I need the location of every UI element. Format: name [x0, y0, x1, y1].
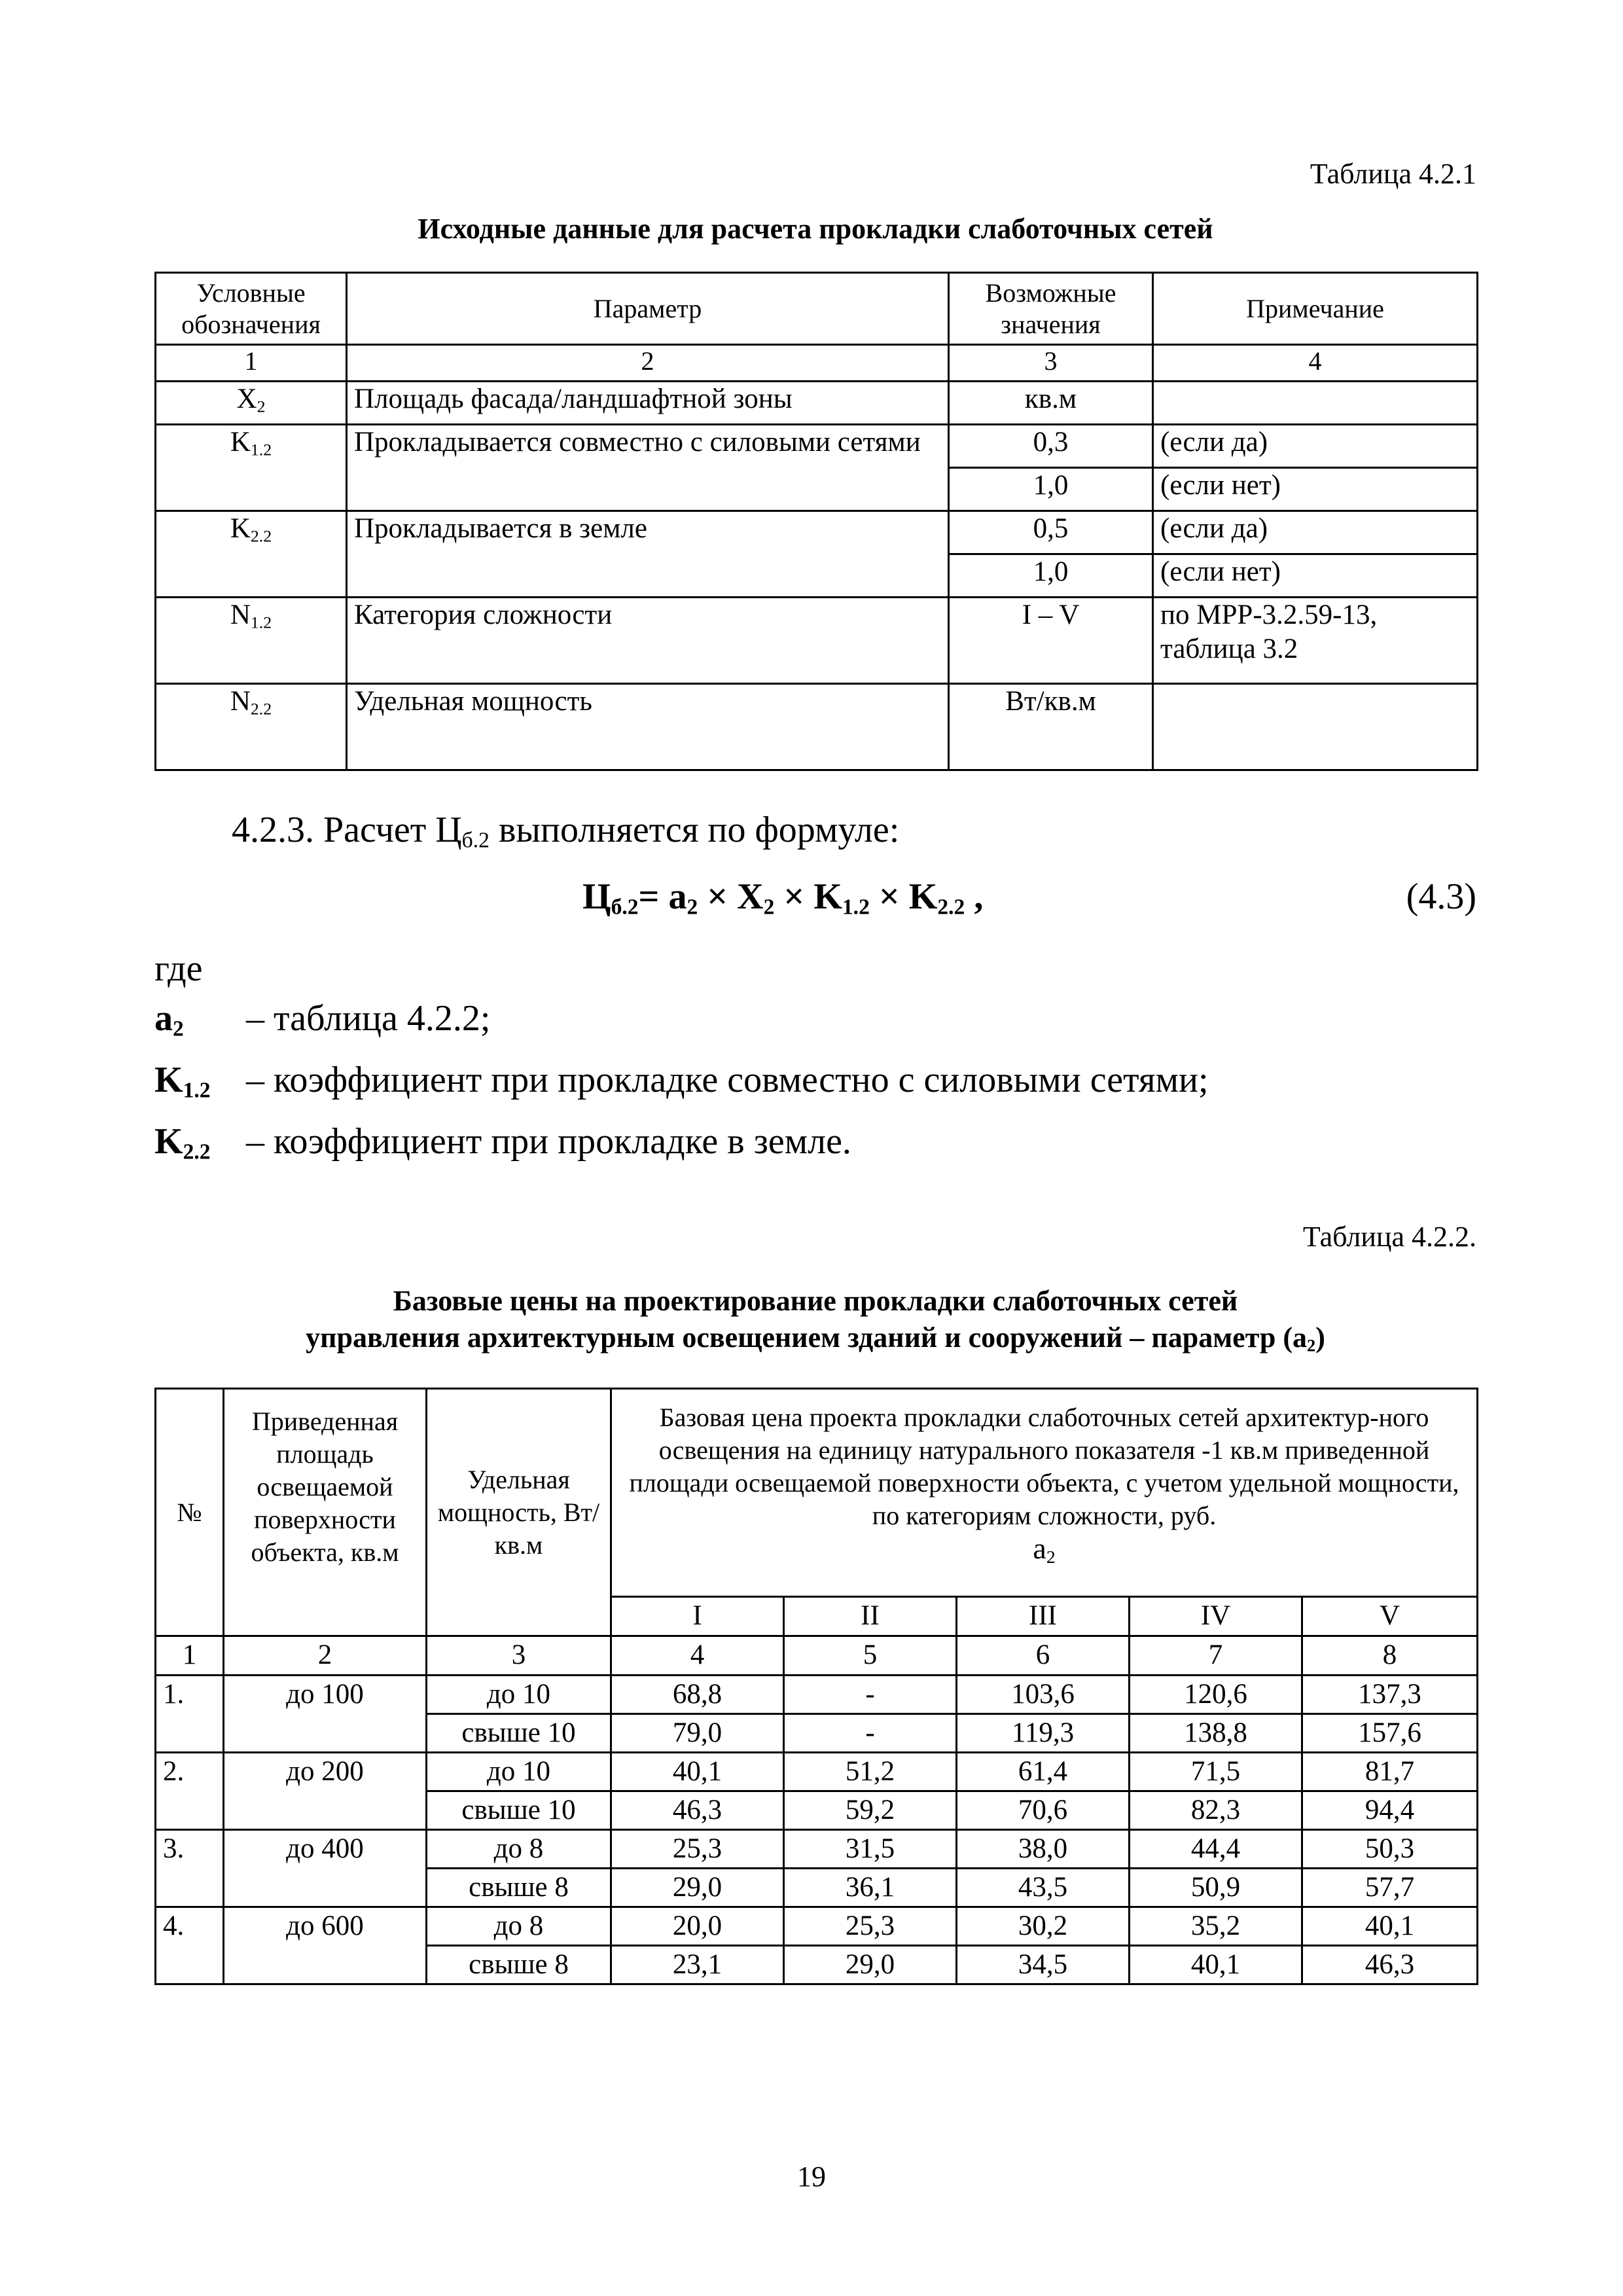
table2-cell: 103,6 [957, 1676, 1130, 1714]
table2-category: V [1302, 1597, 1478, 1636]
table1-note [1153, 684, 1478, 770]
table-row [156, 1830, 1478, 1869]
table2-cell: 35,2 [1130, 1907, 1302, 1946]
table2-cell: 23,1 [611, 1946, 784, 1984]
table2-header-price: Базовая цена проекта прокладки слаботочных сетей архитектур-ного освещения на единицу натурального показателя -1 кв.м приведенной площади освещаемой поверхности объекта, с учетом удельной мощности, по категориям сложности, руб. $a_2$ [611, 1389, 1478, 1597]
table2-cell: 30,2 [957, 1907, 1130, 1946]
table2-no: 4. [156, 1907, 224, 1984]
table1-note: по МРР-3.2.59-13, таблица 3.2 [1153, 598, 1478, 684]
table2-colnum: 5 [784, 1636, 957, 1676]
table2-area: до 600 [224, 1907, 427, 1984]
table2-header-area: Приведенная площадь освещаемой поверхности объекта, кв.м [224, 1389, 427, 1636]
table2-cell: 31,5 [784, 1830, 957, 1869]
table1-note: (если да) [1153, 425, 1478, 468]
table2-colnum: 6 [957, 1636, 1130, 1676]
legend-item: $K_{1.2}$ – коэффициент при прокладке совместно с силовыми сетями; [154, 1060, 1209, 1103]
table2-cell: 50,9 [1130, 1869, 1302, 1907]
table2-cell: 119,3 [957, 1714, 1130, 1753]
table2-power: свыше 8 [427, 1869, 611, 1907]
table-row [156, 1753, 1478, 1791]
table2-colnum: 7 [1130, 1636, 1302, 1676]
table2-colnum: 4 [611, 1636, 784, 1676]
table2-cell: 68,8 [611, 1676, 784, 1714]
table2-power: до 10 [427, 1753, 611, 1791]
table2-area: до 200 [224, 1753, 427, 1830]
table2-category: III [957, 1597, 1130, 1636]
table2 [154, 1388, 1478, 1985]
table2-cell: 81,7 [1302, 1753, 1478, 1791]
table2-power: свыше 10 [427, 1791, 611, 1830]
table2-cell: 40,1 [1130, 1946, 1302, 1984]
table2-category: I [611, 1597, 784, 1636]
table2-colnum: 3 [427, 1636, 611, 1676]
table2-cell: - [784, 1676, 957, 1714]
table2-power: свыше 8 [427, 1946, 611, 1984]
table2-cell: 51,2 [784, 1753, 957, 1791]
legend-item: $a_2$ – таблица 4.2.2; [154, 998, 491, 1041]
table1-symbol: $K_{1.2}$ [156, 425, 347, 511]
table2-cell: 29,0 [784, 1946, 957, 1984]
table-row [156, 1676, 1478, 1714]
table1-param: Прокладывается в земле [347, 511, 949, 598]
table2-cell: 40,1 [611, 1753, 784, 1791]
formula-intro: 4.2.3. Расчет $Ц_{б.2}$ выполняется по формуле: [232, 810, 900, 853]
table1-colnum: 2 [347, 345, 949, 382]
table1-value: 1,0 [949, 468, 1153, 511]
table2-cell: 79,0 [611, 1714, 784, 1753]
table-row [156, 382, 1478, 425]
table1-header-param: Параметр [347, 273, 949, 345]
table2-cell: 59,2 [784, 1791, 957, 1830]
table1-symbol: $N_{1.2}$ [156, 598, 347, 684]
table2-cell: 38,0 [957, 1830, 1130, 1869]
table2-no: 3. [156, 1830, 224, 1907]
formula-number: (4.3) [1406, 876, 1476, 917]
table1-number: Таблица 4.2.1 [1310, 158, 1476, 190]
table2-cell: 20,0 [611, 1907, 784, 1946]
page-number: 19 [797, 2161, 826, 2193]
table1-param: Прокладывается совместно с силовыми сетями [347, 425, 949, 511]
table1-param: Категория сложности [347, 598, 949, 684]
table1-value: Вт/кв.м [949, 684, 1153, 770]
table2-category: IV [1130, 1597, 1302, 1636]
table2-colnum: 2 [224, 1636, 427, 1676]
table2-cell: 44,4 [1130, 1830, 1302, 1869]
table2-power: до 8 [427, 1830, 611, 1869]
formula: $Ц_{б.2}= a_2 \times X_2 \times K_{1.2} \times K_{2.2}$ , [582, 876, 984, 920]
table2-cell: 61,4 [957, 1753, 1130, 1791]
table1-symbol: $X_2$ [156, 382, 347, 425]
table1-colnum: 1 [156, 345, 347, 382]
table2-no: 2. [156, 1753, 224, 1830]
table2-number: Таблица 4.2.2. [1302, 1221, 1476, 1253]
table2-cell: 25,3 [611, 1830, 784, 1869]
where-label: где [154, 948, 203, 989]
table2-power: до 8 [427, 1907, 611, 1946]
table1-value: 0,5 [949, 511, 1153, 554]
table2-cell: 50,3 [1302, 1830, 1478, 1869]
table1-value: I – V [949, 598, 1153, 684]
table1-header-values: Возможные значения [949, 273, 1153, 345]
table-row [156, 511, 1478, 554]
table1-param: Площадь фасада/ландшафтной зоны [347, 382, 949, 425]
table2-header-power: Удельная мощность, Вт/кв.м [427, 1389, 611, 1636]
table2-cell: 57,7 [1302, 1869, 1478, 1907]
table-row [156, 598, 1478, 684]
table2-area: до 100 [224, 1676, 427, 1753]
table2-title: Базовые цены на проектирование прокладки слаботочных сетей управления архитектурным освещением зданий и сооружений – параметр $(a_2)$ [306, 1285, 1325, 1355]
table1-param: Удельная мощность [347, 684, 949, 770]
table1-note: (если нет) [1153, 554, 1478, 598]
table2-cell: 71,5 [1130, 1753, 1302, 1791]
table2-cell: 94,4 [1302, 1791, 1478, 1830]
table2-cell: 120,6 [1130, 1676, 1302, 1714]
table1-colnum: 3 [949, 345, 1153, 382]
table1-header-note: Примечание [1153, 273, 1478, 345]
table2-cell: 34,5 [957, 1946, 1130, 1984]
table2-cell: 137,3 [1302, 1676, 1478, 1714]
table1-header-symbol: Условные обозначения [156, 273, 347, 345]
table2-cell: 25,3 [784, 1907, 957, 1946]
table1 [154, 272, 1478, 771]
table2-cell: 82,3 [1130, 1791, 1302, 1830]
table-row [156, 425, 1478, 468]
table2-colnum: 8 [1302, 1636, 1478, 1676]
table1-symbol: $K_{2.2}$ [156, 511, 347, 598]
table2-cell: 29,0 [611, 1869, 784, 1907]
table2-cell: 46,3 [1302, 1946, 1478, 1984]
table1-note: (если нет) [1153, 468, 1478, 511]
table1-value: кв.м [949, 382, 1153, 425]
table-row [156, 684, 1478, 770]
table2-power: до 10 [427, 1676, 611, 1714]
table1-colnum: 4 [1153, 345, 1478, 382]
table2-cell: 70,6 [957, 1791, 1130, 1830]
table2-cell: 40,1 [1302, 1907, 1478, 1946]
table2-cell: 43,5 [957, 1869, 1130, 1907]
table2-no: 1. [156, 1676, 224, 1753]
table2-cell: - [784, 1714, 957, 1753]
table2-cell: 138,8 [1130, 1714, 1302, 1753]
table2-category: II [784, 1597, 957, 1636]
table1-value: 1,0 [949, 554, 1153, 598]
legend-item: $K_{2.2}$ – коэффициент при прокладке в земле. [154, 1121, 851, 1164]
table-row [156, 1907, 1478, 1946]
table2-header-no: № [156, 1389, 224, 1636]
table2-cell: 157,6 [1302, 1714, 1478, 1753]
table2-cell: 36,1 [784, 1869, 957, 1907]
table2-power: свыше 10 [427, 1714, 611, 1753]
table1-note: (если да) [1153, 511, 1478, 554]
table1-title: Исходные данные для расчета прокладки слаботочных сетей [418, 213, 1213, 245]
table2-cell: 46,3 [611, 1791, 784, 1830]
table1-value: 0,3 [949, 425, 1153, 468]
table2-area: до 400 [224, 1830, 427, 1907]
table2-colnum: 1 [156, 1636, 224, 1676]
table1-note [1153, 382, 1478, 425]
table1-symbol: $N_{2.2}$ [156, 684, 347, 770]
